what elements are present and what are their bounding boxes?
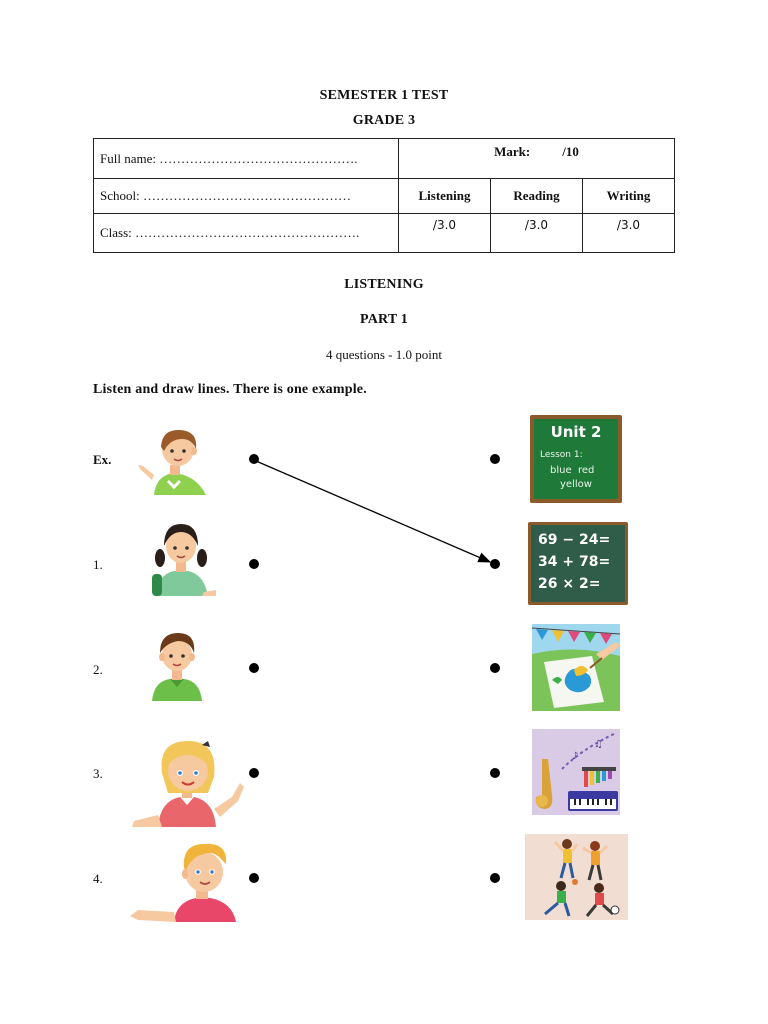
writing-header: Writing <box>583 179 675 214</box>
boy-green-shirt-picture <box>148 625 206 701</box>
girl-pigtails-picture <box>146 518 218 596</box>
school-field[interactable]: School: ………………………………………… <box>94 179 399 214</box>
unit-board-picture <box>530 415 622 503</box>
svg-text:♪: ♪ <box>572 751 579 762</box>
blond-boy-picture <box>128 840 240 922</box>
listening-header: Listening <box>399 179 491 214</box>
unit-board-line-3: yellow <box>560 479 592 490</box>
mark-total: /10 <box>562 144 579 159</box>
writing-score: /3.0 <box>583 214 675 253</box>
sports-children-picture <box>525 834 628 920</box>
test-title: SEMESTER 1 TEST <box>319 88 449 103</box>
svg-text:♫: ♫ <box>594 739 603 750</box>
class-field[interactable]: Class: ……………………………………………. <box>94 214 399 253</box>
example-label: Ex. <box>93 452 112 467</box>
math-board-line-1: 69 − 24= <box>538 532 611 548</box>
math-board-line-2: 34 + 78= <box>538 554 611 570</box>
question-label-2: 2. <box>93 662 103 677</box>
reading-score: /3.0 <box>491 214 583 253</box>
section-title: LISTENING <box>344 277 424 292</box>
part-title: PART 1 <box>359 312 409 327</box>
unit-board-line-2: blue red <box>550 465 595 476</box>
instruction: Listen and draw lines. There is one example. <box>93 382 367 397</box>
grade-title: GRADE 3 <box>352 113 416 128</box>
unit-board-title: Unit 2 <box>550 423 602 441</box>
blonde-girl-waving-picture <box>128 737 246 827</box>
mark-label: Mark: <box>494 144 531 159</box>
listening-score: /3.0 <box>399 214 491 253</box>
reading-header: Reading <box>491 179 583 214</box>
question-label-4: 4. <box>93 871 103 886</box>
music-instruments-picture <box>532 729 620 815</box>
boy-pointing-picture <box>134 425 210 495</box>
math-board-line-3: 26 × 2= <box>538 576 601 592</box>
question-label-1: 1. <box>93 557 103 572</box>
question-label-3: 3. <box>93 766 103 781</box>
unit-board-line-1: Lesson 1: <box>540 450 583 460</box>
painting-picture <box>532 624 620 711</box>
full-name-field[interactable]: Full name: ………………………………………. <box>94 139 399 179</box>
part-info: 4 questions - 1.0 point <box>326 347 442 362</box>
math-board-picture <box>528 522 628 605</box>
